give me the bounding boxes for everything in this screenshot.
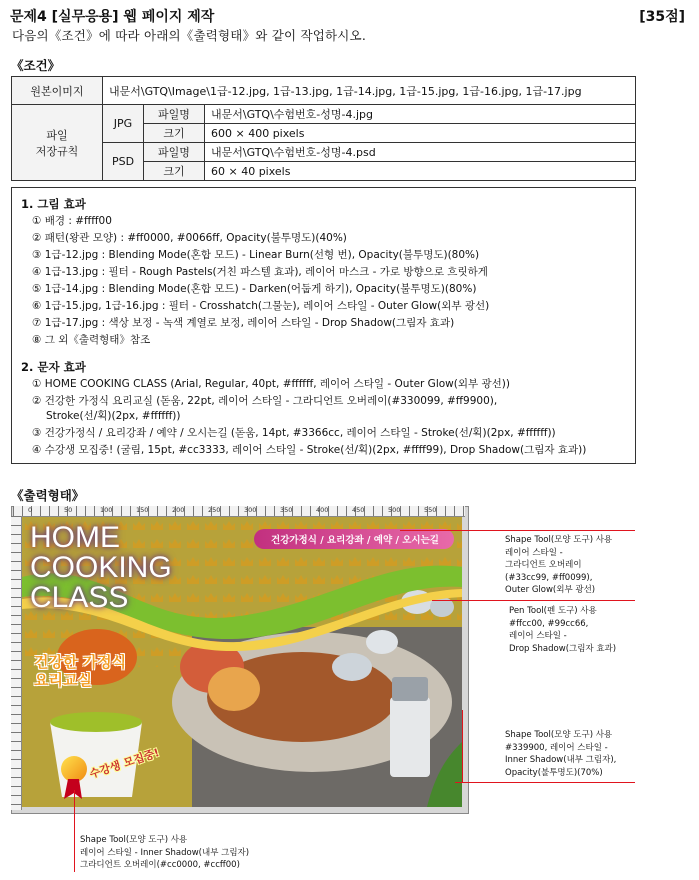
callout-line-text: #339900, 레이어 스타일 - bbox=[505, 742, 608, 753]
image-effects-heading: 1. 그림 효과 bbox=[21, 197, 86, 211]
callout-line-text: Shape Tool(모양 도구) 사용 bbox=[505, 730, 613, 740]
ruler-mark: 200 bbox=[172, 506, 185, 514]
image-effect-item: ② 패턴(왕관 모양) : #ff0000, #0066ff, Opacity(불투명도)(40%) bbox=[32, 232, 347, 244]
ruler-mark: 500 bbox=[388, 506, 401, 514]
psd-size-value: 60 × 40 pixels bbox=[205, 162, 636, 181]
image-effect-item: ⑦ 1급-17.jpg : 색상 보정 - 녹색 계열로 보정, 레이어 스타일 - Drop Shadow(그림자 효과) bbox=[32, 317, 455, 329]
design-badge-text: 수강생 모집중! bbox=[87, 746, 161, 781]
ruler-mark: 250 bbox=[208, 506, 221, 514]
callout-line-text: Inner Shadow(내부 그림자), bbox=[505, 755, 617, 765]
jpg-filename-value: 내문서\GTQ\수험번호-성명-4.jpg bbox=[205, 105, 636, 124]
image-effect-item: ⑥ 1급-15.jpg, 1급-16.jpg : 필터 - Crosshatch(그물눈), 레이어 스타일 - Outer Glow(외부 광선) bbox=[32, 300, 490, 312]
psd-size-label: 크기 bbox=[144, 162, 205, 181]
psd-filename-value: 내문서\GTQ\수험번호-성명-4.psd bbox=[205, 143, 636, 162]
jpg-filename-label: 파일명 bbox=[144, 105, 205, 124]
design-title bbox=[30, 523, 172, 613]
callout-note-shape-2 bbox=[505, 729, 616, 779]
subtitle-line: 건강한 가정식 bbox=[34, 653, 127, 671]
callout-line-text: Shape Tool(모양 도구) 사용 bbox=[80, 835, 188, 845]
jpg-label: JPG bbox=[103, 105, 144, 143]
image-effect-item: ⑧ 그 외《출력형태》참조 bbox=[32, 334, 151, 346]
callout-line-text: #ffcc00, #99cc66, bbox=[509, 618, 589, 629]
title-line: HOME bbox=[30, 521, 120, 554]
text-effect-item: ④ 수강생 모집중! (굴림, 15pt, #cc3333, 레이어 스타일 - Stroke(선/획)(2px, #ffff99), Drop Shadow(그림자 효과)) bbox=[32, 444, 587, 456]
output-heading: 《출력형태》 bbox=[11, 488, 85, 503]
callout-note-shape-1 bbox=[505, 534, 612, 597]
ruler-mark: 400 bbox=[316, 506, 329, 514]
callout-line-text: (#33cc99, #ff0099), bbox=[505, 572, 593, 583]
callout-line-text: 그라디언트 오버레이(#cc0000, #ccff00) bbox=[80, 860, 240, 870]
save-label-line1: 파일 bbox=[46, 128, 68, 142]
save-rules-label bbox=[12, 105, 103, 181]
callout-line-text: Pen Tool(펜 도구) 사용 bbox=[509, 606, 597, 616]
text-effects-heading: 2. 문자 효과 bbox=[21, 360, 86, 374]
callout-line bbox=[400, 530, 635, 531]
callout-line-text: 레이어 스타일 - Inner Shadow(내부 그림자) bbox=[80, 847, 250, 858]
callout-note-pen bbox=[509, 605, 616, 655]
ruler-mark: 450 bbox=[352, 506, 365, 514]
score-label: [35점] bbox=[639, 9, 685, 25]
ruler-mark: 350 bbox=[280, 506, 293, 514]
title-line: COOKING bbox=[30, 551, 172, 584]
ruler-left bbox=[11, 516, 22, 810]
text-effect-item: ② 건강한 가정식 요리교실 (돋움, 22pt, 레이어 스타일 - 그라디언트 오버레이(#330099, #ff9900), bbox=[32, 395, 498, 407]
text-effect-item: ③ 건강가정식 / 요리강좌 / 예약 / 오시는길 (돋움, 14pt, #3366cc, 레이어 스타일 - Stroke(선/획)(2px, #ffffff)) bbox=[32, 427, 556, 439]
title-line: CLASS bbox=[30, 581, 129, 614]
source-label: 원본이미지 bbox=[12, 77, 103, 105]
callout-line-text: 레이어 스타일 - bbox=[505, 547, 563, 558]
callout-line-text: 그라디언트 오버레이 bbox=[505, 560, 582, 570]
conditions-heading: 《조건》 bbox=[11, 58, 61, 73]
psd-filename-label: 파일명 bbox=[144, 143, 205, 162]
callout-line bbox=[455, 782, 635, 783]
conditions-table bbox=[11, 76, 636, 181]
jpg-size-value: 600 × 400 pixels bbox=[205, 124, 636, 143]
ruler-mark: 0 bbox=[28, 506, 33, 514]
ruler-mark: 100 bbox=[100, 506, 113, 514]
ruler-mark: 300 bbox=[244, 506, 257, 514]
design-menu: 건강가정식 / 요리강좌 / 예약 / 오시는길 bbox=[271, 535, 439, 546]
text-effect-item: Stroke(선/획)(2px, #ffffff)) bbox=[46, 410, 181, 422]
callout-line-text: Opacity(불투명도)(70%) bbox=[505, 767, 603, 778]
ruler-mark: 50 bbox=[64, 506, 73, 514]
ruler-mark: 150 bbox=[136, 506, 149, 514]
instruction-text: 다음의《조건》에 따라 아래의《출력형태》와 같이 작업하시오. bbox=[12, 28, 366, 43]
image-effect-item: ① 배경 : #ffff00 bbox=[32, 215, 112, 227]
subtitle-line: 요리교실 bbox=[34, 671, 92, 689]
callout-line-text: Shape Tool(모양 도구) 사용 bbox=[505, 535, 613, 545]
psd-label: PSD bbox=[103, 143, 144, 181]
problem-title: 문제4 [실무응용] 웹 페이지 제작 bbox=[10, 9, 215, 25]
jpg-size-label: 크기 bbox=[144, 124, 205, 143]
callout-line bbox=[432, 600, 635, 601]
design-subtitle bbox=[34, 653, 126, 689]
save-label-line2: 저장규칙 bbox=[35, 144, 79, 158]
text-effect-item: ① HOME COOKING CLASS (Arial, Regular, 40pt, #ffffff, 레이어 스타일 - Outer Glow(외부 광선)) bbox=[32, 378, 510, 390]
callout-line-text: 레이어 스타일 - bbox=[509, 631, 567, 641]
source-value: 내문서\GTQ\Image\1급-12.jpg, 1급-13.jpg, 1급-14.jpg, 1급-15.jpg, 1급-16.jpg, 1급-17.jpg bbox=[103, 77, 636, 105]
callout-line bbox=[74, 790, 75, 872]
image-effect-item: ⑤ 1급-14.jpg : Blending Mode(혼합 모드) - Darken(어둡게 하기), Opacity(불투명도)(80%) bbox=[32, 283, 477, 295]
callout-line-text: Outer Glow(외부 광선) bbox=[505, 585, 596, 595]
ruler-mark: 550 bbox=[424, 506, 437, 514]
image-effect-item: ④ 1급-13.jpg : 필터 - Rough Pastels(거친 파스텔 효과), 레이어 마스크 - 가로 방향으로 흐릿하게 bbox=[32, 266, 488, 278]
callout-line-text: Drop Shadow(그림자 효과) bbox=[509, 643, 617, 654]
image-effect-item: ③ 1급-12.jpg : Blending Mode(혼합 모드) - Linear Burn(선형 번), Opacity(불투명도)(80%) bbox=[32, 249, 480, 261]
output-design-canvas bbox=[22, 517, 462, 807]
callout-note-shape-3 bbox=[80, 834, 249, 872]
callout-line bbox=[462, 710, 463, 782]
